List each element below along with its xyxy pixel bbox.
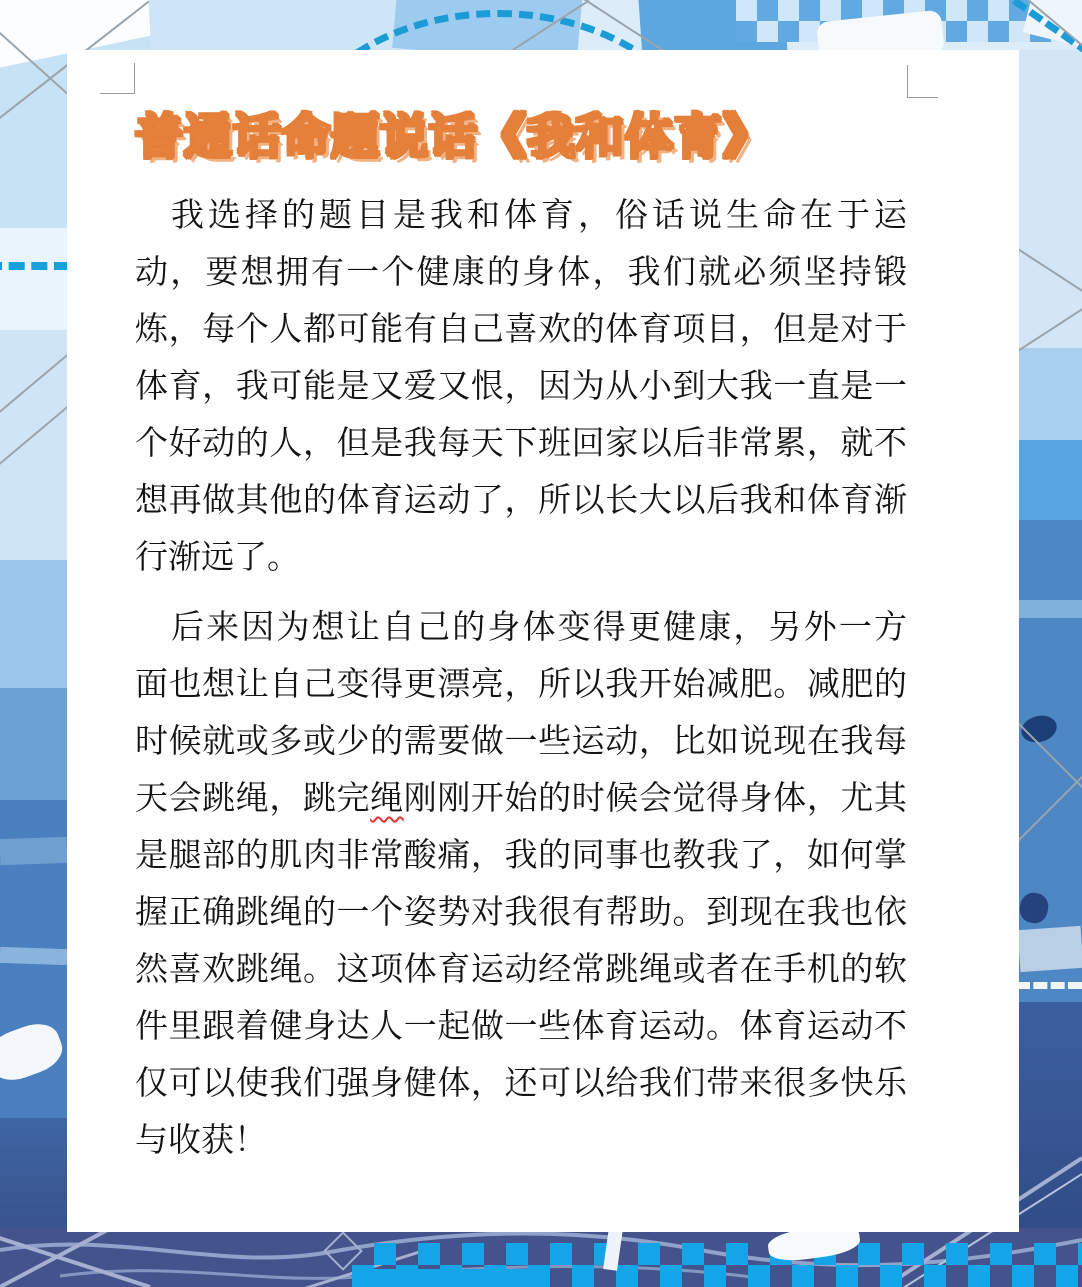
text-line: 仅可以使我们强身健体，还可以给我们带来很多快乐 [135,1066,907,1102]
paint-stroke [0,947,67,965]
text-boundary-mark-top-right [907,65,938,98]
paragraph [135,188,907,587]
spellcheck-underline: 绳 [370,781,404,817]
text-line: 想再做其他的体育运动了，所以长大以后我和体育渐 [135,483,907,519]
text-boundary-mark-top-left [100,63,135,94]
paint-stroke [0,560,67,700]
text-line: 后来因为想让自己的身体变得更健康，另外一方 [171,610,907,646]
dashed-line-white [1016,982,1082,989]
text-line: 天会跳绳，跳完绳刚刚开始的时候会觉得身体，尤其 [135,781,908,817]
paint-stroke [0,837,67,865]
text-line: 我选择的题目是我和体育，俗话说生命在于运 [171,198,907,234]
text-line: 个好动的人，但是我每天下班回家以后非常累，就不 [135,426,907,462]
text-line: 动，要想拥有一个健康的身体，我们就必须坚持锻 [135,255,907,291]
text-line: 与收获！ [135,1123,267,1159]
page-title: 普通话命题说话《我和体育》 [135,111,773,164]
text-line: 炼，每个人都可能有自己喜欢的体育项目，但是对于 [135,312,907,348]
text-line: 是腿部的肌肉非常酸痛，我的同事也教我了，如何掌 [135,838,907,874]
document-card [67,50,1019,1232]
paragraph [135,600,907,1170]
paint-stroke [1019,440,1082,528]
document-body [135,188,907,1170]
dashed-line-blue [0,262,70,270]
cyan-bar [374,1269,541,1287]
text-line: 握正确跳绳的一个姿势对我很有帮助。到现在我也依 [135,895,907,931]
paint-stroke [0,688,67,810]
text-line: 行渐远了。 [135,540,300,576]
paint-stroke [1019,348,1082,448]
paint-stroke [1019,600,1082,618]
text-line: 然喜欢跳绳。这项体育运动经常跳绳或者在手机的软 [135,952,907,988]
text-line: 面也想让自己变得更漂亮，所以我开始减肥。减肥的 [135,667,907,703]
text-line: 件里跟着健身达人一起做一些体育运动。体育运动不 [135,1009,907,1045]
text-line: 时候就或多或少的需要做一些运动，比如说现在我每 [135,724,907,760]
paint-stroke [1018,926,1082,972]
text-line: 体育，我可能是又爱又恨，因为从小到大我一直是一 [135,369,907,405]
